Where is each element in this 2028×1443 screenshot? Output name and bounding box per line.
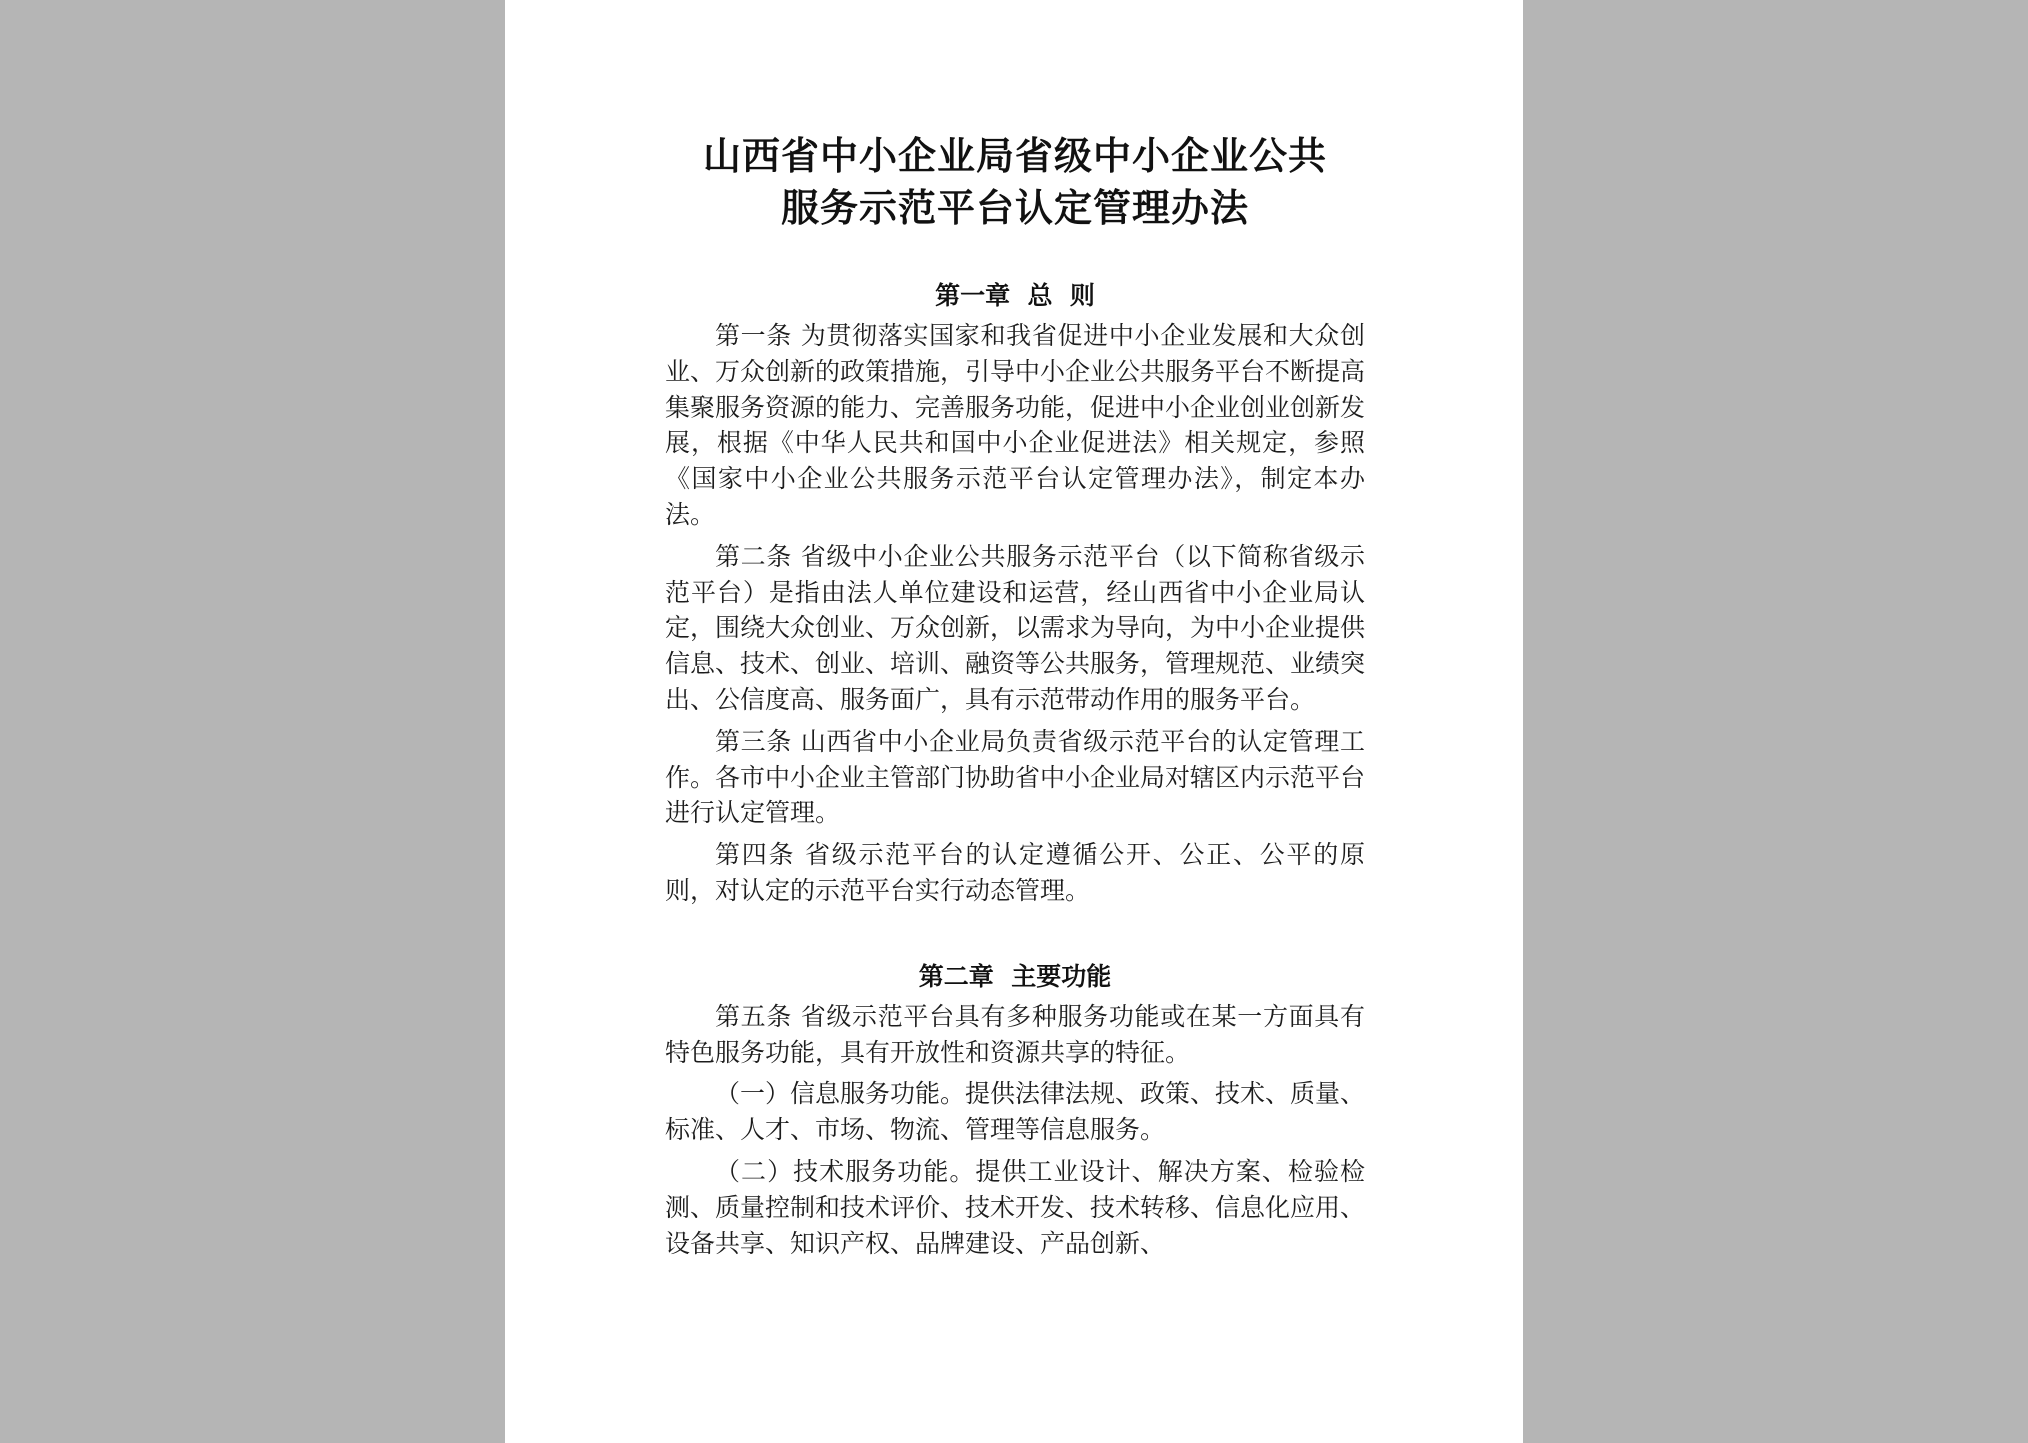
article-label: 第三条 — [715, 726, 793, 756]
article-2 — [665, 539, 1365, 718]
title-line-2: 服务示范平台认定管理办法 — [780, 186, 1249, 230]
article-5-item-2 — [665, 1154, 1365, 1261]
document-content — [665, 0, 1365, 1261]
article-text: 省级示范平台具有多种服务功能或在某一方面具有特色服务功能，具有开放性和资源共享的特征。 — [665, 1001, 1365, 1067]
article-3 — [665, 724, 1365, 831]
chapter-2-heading: 第二章 主要功能 — [918, 961, 1112, 991]
article-5-item-1 — [665, 1076, 1365, 1148]
item-text: （一）信息服务功能。提供法律法规、政策、技术、质量、标准、人才、市场、物流、管理等信息服务。 — [665, 1079, 1366, 1145]
article-label: 第一条 — [715, 321, 793, 350]
article-label: 第四条 — [715, 840, 796, 870]
article-4 — [665, 837, 1365, 909]
document-page — [505, 0, 1523, 1443]
item-text: （二）技术服务功能。提供工业设计、解决方案、检验检测、质量控制和技术评价、技术开发、技术转移、信息化应用、设备共享、知识产权、品牌建设、产品创新、 — [665, 1156, 1366, 1258]
article-5 — [665, 999, 1365, 1071]
article-text: 山西省中小企业局负责省级示范平台的认定管理工作。各市中小企业主管部门协助省中小企业局对辖区内示范平台进行认定管理。 — [665, 726, 1366, 828]
article-label: 第二条 — [715, 541, 793, 571]
article-text: 省级中小企业公共服务示范平台（以下简称省级示范平台）是指由法人单位建设和运营，经山西省中小企业局认定，围绕大众创业、万众创新，以需求为导向，为中小企业提供信息、技术、创业、培训、融资等公共服务，管理规范、业绩突出、公信度高、服务面广，具有示范带动作用的服务平台。 — [665, 541, 1366, 714]
article-text: 省级示范平台的认定遵循公开、公正、公平的原则，对认定的示范平台实行动态管理。 — [665, 840, 1365, 905]
article-label: 第五条 — [715, 1001, 793, 1031]
chapter-1-heading: 第一章 总 则 — [935, 281, 1095, 310]
document-title — [665, 130, 1365, 234]
article-text: 为贯彻落实国家和我省促进中小企业发展和大众创业、万众创新的政策措施，引导中小企业公共服务平台不断提高集聚服务资源的能力、完善服务功能，促进中小企业创业创新发展，根据《中华人民共和国中小企业促进法》相关规定，参照《国家中小企业公共服务示范平台认定管理办法》，制定本办法。 — [665, 321, 1366, 529]
article-1 — [665, 318, 1365, 533]
title-line-1: 山西省中小企业局省级中小企业公共 — [702, 134, 1327, 178]
